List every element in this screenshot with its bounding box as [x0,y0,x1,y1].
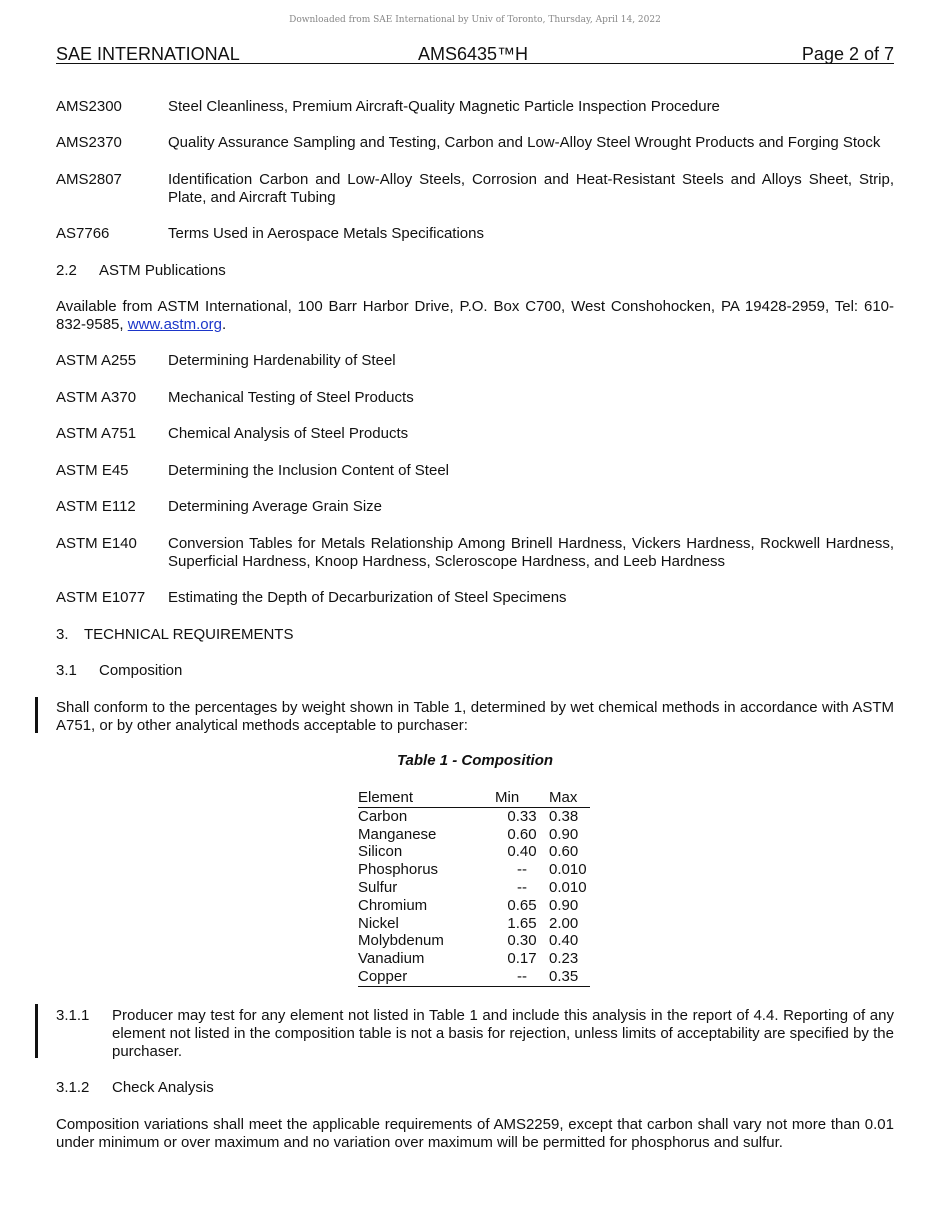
section-title: ASTM Publications [99,262,226,279]
max-cell: 0.010 [549,878,587,896]
ref-title: Determining Hardenability of Steel [168,352,396,369]
max-cell: 0.40 [549,932,579,950]
min-cell: 0.65 [507,896,537,914]
table-row [358,861,590,879]
element-cell: Vanadium [358,950,425,968]
download-watermark: Downloaded from SAE International by Univ of Toronto, Thursday, April 14, 2022 [289,15,661,25]
astm-availability-paragraph [56,298,894,334]
astm-website-link[interactable]: www.astm.org [127,316,222,333]
table-row [358,932,590,950]
ref-code: ASTM E112 [56,498,136,515]
max-cell: 0.23 [549,950,579,968]
change-bar [35,1004,38,1058]
header-rule [56,63,894,64]
column-header: Min [495,789,549,807]
composition-table [358,789,590,987]
max-cell: 0.60 [549,843,579,861]
min-cell: 1.65 [507,914,537,932]
table-row [358,950,590,968]
column-header: Max [549,789,590,807]
max-cell: 0.38 [549,807,579,825]
min-cell: 0.60 [507,825,537,843]
ref-code: AMS2807 [56,171,122,188]
section-number: 2.2 [56,262,77,279]
max-cell: 2.00 [549,914,579,932]
table-header-row [358,789,590,807]
ref-title: Chemical Analysis of Steel Products [168,425,409,442]
max-cell: 0.90 [549,896,579,914]
ref-code: ASTM E45 [56,462,129,479]
ref-title: Conversion Tables for Metals Relationship Among Brinell Hardness, Vickers Hardness, Rockwell Hardness, Superficial Hardness, Knoop Hardness, Scleroscope Hardness, and Leeb Hardness [168,535,894,570]
ref-code: AMS2300 [56,98,122,115]
section-number: 3.1.1 [56,1007,90,1024]
ref-title: Identification Carbon and Low-Alloy Steels, Corrosion and Heat-Resistant Steels and Alloys Sheet, Strip, Plate, and Aircraft Tubing [168,171,894,206]
min-cell: 0.30 [507,932,537,950]
section-title: TECHNICAL REQUIREMENTS [84,626,294,643]
min-cell: 0.17 [507,950,537,968]
ref-title: Steel Cleanliness, Premium Aircraft-Quality Magnetic Particle Inspection Procedure [168,98,720,115]
ref-title: Mechanical Testing of Steel Products [168,389,414,406]
element-cell: Manganese [358,825,437,843]
column-header: Element [358,789,495,807]
table-row [358,843,590,861]
table-row [358,826,590,844]
table-row [358,807,590,825]
table-row [358,915,590,933]
element-cell: Silicon [358,843,403,861]
max-cell: 0.90 [549,825,579,843]
element-cell: Chromium [358,896,428,914]
header-document-number: AMS6435™H [418,44,529,64]
table-caption: Table 1 - Composition [396,752,554,769]
table-row [358,879,590,897]
change-bar [35,697,38,733]
min-cell: -- [517,878,527,896]
availability-text: Available from ASTM International, 100 Barr Harbor Drive, P.O. Box C700, West Conshohocken, PA 19428-2959, Tel: 610-832-9585, [56,298,894,333]
ref-code: ASTM A751 [56,425,137,442]
section-title: Composition [99,662,183,679]
composition-paragraph: Shall conform to the percentages by weight shown in Table 1, determined by wet chemical methods in accordance with ASTM A751, or by other analytical methods acceptable to purchaser: [56,699,894,734]
max-cell: 0.010 [549,861,587,879]
element-cell: Copper [358,968,495,986]
header-page-number: Page 2 of 7 [801,44,894,64]
table-row [358,897,590,915]
min-cell: -- [495,968,549,986]
ref-code: AS7766 [56,225,110,242]
ref-code: ASTM E1077 [56,589,146,606]
ref-title: Terms Used in Aerospace Metals Specifications [168,225,484,242]
check-analysis-paragraph: Composition variations shall meet the applicable requirements of AMS2259, except that carbon shall vary not more than 0.01 under minimum or over maximum and no variation over maximum will be permitted for phosphorus and sulfur. [56,1116,894,1151]
min-cell: 0.40 [507,843,537,861]
section-number: 3.1.2 [56,1079,90,1096]
section-number: 3.1 [56,662,77,679]
ref-code: ASTM A255 [56,352,137,369]
element-cell: Sulfur [358,878,398,896]
ref-title: Determining the Inclusion Content of Steel [168,462,449,479]
table-row [358,968,590,986]
max-cell: 0.35 [549,968,590,986]
section-text: Producer may test for any element not listed in Table 1 and include this analysis in the report of 4.4. Reporting of any element not listed in the composition table is not a basis for rejection, unless limits of acceptability are specified by the purchaser. [112,1007,894,1060]
section-number: 3. [56,626,69,643]
ref-code: AMS2370 [56,134,122,151]
min-cell: 0.33 [507,807,537,825]
header-publisher: SAE INTERNATIONAL [56,44,240,64]
ref-code: ASTM E140 [56,535,137,552]
ref-code: ASTM A370 [56,389,137,406]
element-cell: Phosphorus [358,861,439,879]
element-cell: Molybdenum [358,932,444,950]
element-cell: Carbon [358,807,408,825]
section-title: Check Analysis [112,1079,214,1096]
ref-title: Quality Assurance Sampling and Testing, Carbon and Low-Alloy Steel Wrought Products and Forging Stock [168,134,881,151]
ref-title: Estimating the Depth of Decarburization of Steel Specimens [168,589,567,606]
availability-suffix: . [221,316,227,333]
ref-title: Determining Average Grain Size [168,498,382,515]
min-cell: -- [517,861,527,879]
element-cell: Nickel [358,914,399,932]
